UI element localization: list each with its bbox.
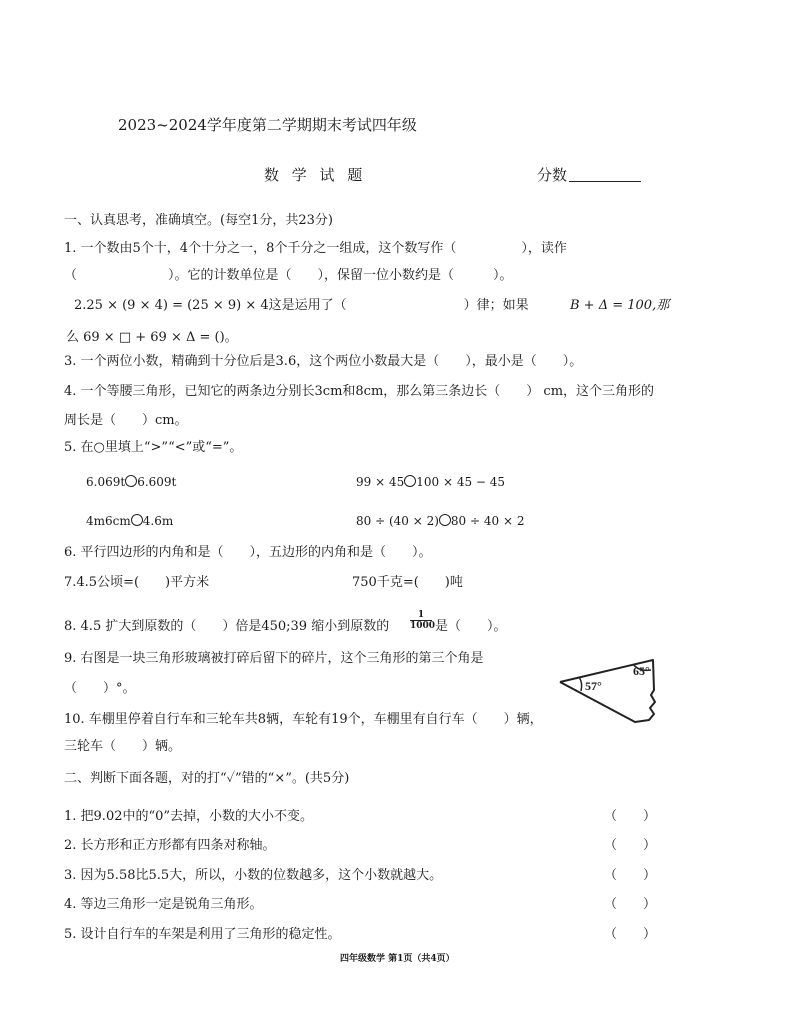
answer-paren-3[interactable]: （ ） bbox=[604, 868, 657, 883]
angle-label-a: 57° bbox=[585, 679, 602, 693]
page-footer: 四年级数学 第1页（共4页） bbox=[340, 954, 455, 964]
q5-instruction: 5. 在○里填上“>”“<”或“=”。 bbox=[64, 440, 243, 455]
q2-line2: 么 69 × □ + 69 × Δ = ()。 bbox=[66, 330, 238, 345]
subject-title: 数 学 试 题 bbox=[264, 166, 367, 184]
q1-line1: 1. 一个数由5个十，4个十分之一，8个千分之一组成，这个数写作（ ），读作 bbox=[64, 241, 567, 256]
q6: 6. 平行四边形的内角和是（ ），五边形的内角和是（ ）。 bbox=[64, 545, 432, 560]
section2-heading: 二、判断下面各题，对的打“✓”错的“×”。(共5分) bbox=[64, 771, 350, 786]
q5-item-a bbox=[86, 475, 176, 489]
q2-line1: 2.25 × (9 × 4) = (25 × 9) × 4这是运用了（ ）律；如果 bbox=[74, 298, 529, 313]
judge-item-4: 4. 等边三角形一定是锐角三角形。 bbox=[64, 897, 263, 912]
q1-line2: （ ）。它的计数单位是（ ），保留一位小数约是（ ）。 bbox=[64, 268, 513, 283]
fraction-numerator: 1 bbox=[410, 610, 432, 621]
compare-circle-icon[interactable] bbox=[131, 514, 143, 526]
q9-line1: 9. 右图是一块三角形玻璃被打碎后留下的碎片，这个三角形的第三个角是 bbox=[64, 651, 484, 666]
q7-right: 750千克=( )吨 bbox=[352, 575, 463, 590]
q5-item-c bbox=[86, 514, 173, 528]
q8-left: 8. 4.5 扩大到原数的（ ）倍是450;39 缩小到原数的 bbox=[64, 619, 390, 634]
judge-item-1: 1. 把9.02中的“0”去掉，小数的大小不变。 bbox=[64, 809, 314, 824]
q5-c-right: 4.6m bbox=[142, 514, 174, 528]
q8-fraction bbox=[410, 610, 436, 631]
exam-title: 2023~2024学年度第二学期期末考试四年级 bbox=[118, 116, 417, 134]
q5-d-left: 80 ÷ (40 × 2) bbox=[356, 514, 439, 528]
q5-c-left: 4m6cm bbox=[86, 514, 131, 528]
answer-paren-2[interactable]: （ ） bbox=[604, 838, 657, 853]
q7-left: 7.4.5公顷=( )平方米 bbox=[64, 575, 210, 590]
q5-item-b bbox=[356, 475, 505, 489]
score-label: 分数 bbox=[537, 166, 568, 184]
broken-triangle-figure bbox=[555, 650, 665, 730]
q5-a-left: 6.069t bbox=[86, 475, 126, 489]
angle-arc-left bbox=[579, 677, 582, 691]
compare-circle-icon[interactable] bbox=[404, 475, 416, 487]
answer-paren-5[interactable]: （ ） bbox=[604, 927, 657, 942]
q5-d-right: 80 ÷ 40 × 2 bbox=[450, 514, 525, 528]
q3: 3. 一个两位小数，精确到十分位后是3.6，这个两位小数最大是（ ），最小是（ ）。 bbox=[64, 354, 583, 369]
section1-heading: 一、认真思考，准确填空。(每空1分，共23分) bbox=[64, 213, 333, 228]
compare-circle-icon[interactable] bbox=[439, 514, 451, 526]
q5-b-right: 100 × 45 − 45 bbox=[416, 475, 506, 489]
judge-item-5: 5. 设计自行车的车架是利用了三角形的稳定性。 bbox=[64, 927, 341, 942]
q4-line2: 周长是（ ）cm。 bbox=[64, 413, 188, 428]
judge-item-2: 2. 长方形和正方形都有四条对称轴。 bbox=[64, 838, 276, 853]
score-blank-line[interactable] bbox=[569, 181, 641, 182]
q9-line2: （ ）°。 bbox=[64, 681, 136, 696]
answer-paren-1[interactable]: （ ） bbox=[604, 809, 657, 824]
answer-paren-4[interactable]: （ ） bbox=[604, 897, 657, 912]
fraction-denominator: 1000 bbox=[410, 621, 436, 631]
compare-circle-icon[interactable] bbox=[125, 475, 137, 487]
angle-label-b: 65° bbox=[633, 664, 650, 678]
q8-right: 是（ ）。 bbox=[435, 619, 507, 634]
q5-item-d bbox=[356, 514, 524, 528]
q4-line1: 4. 一个等腰三角形，已知它的两条边分别长3cm和8cm，那么第三条边长（ ） cm，这个三角形的 bbox=[64, 384, 655, 399]
q5-b-left: 99 × 45 bbox=[356, 475, 405, 489]
judge-item-3: 3. 因为5.58比5.5大，所以，小数的位数越多，这个小数就越大。 bbox=[64, 868, 443, 883]
q10-line2: 三轮车（ ）辆。 bbox=[64, 739, 182, 754]
q10-line1: 10. 车棚里停着自行车和三轮车共8辆，车轮有19个，车棚里有自行车（ ）辆， bbox=[64, 712, 543, 727]
q2-condition: B + Δ = 100,那 bbox=[570, 298, 670, 313]
q5-a-right: 6.609t bbox=[137, 475, 177, 489]
